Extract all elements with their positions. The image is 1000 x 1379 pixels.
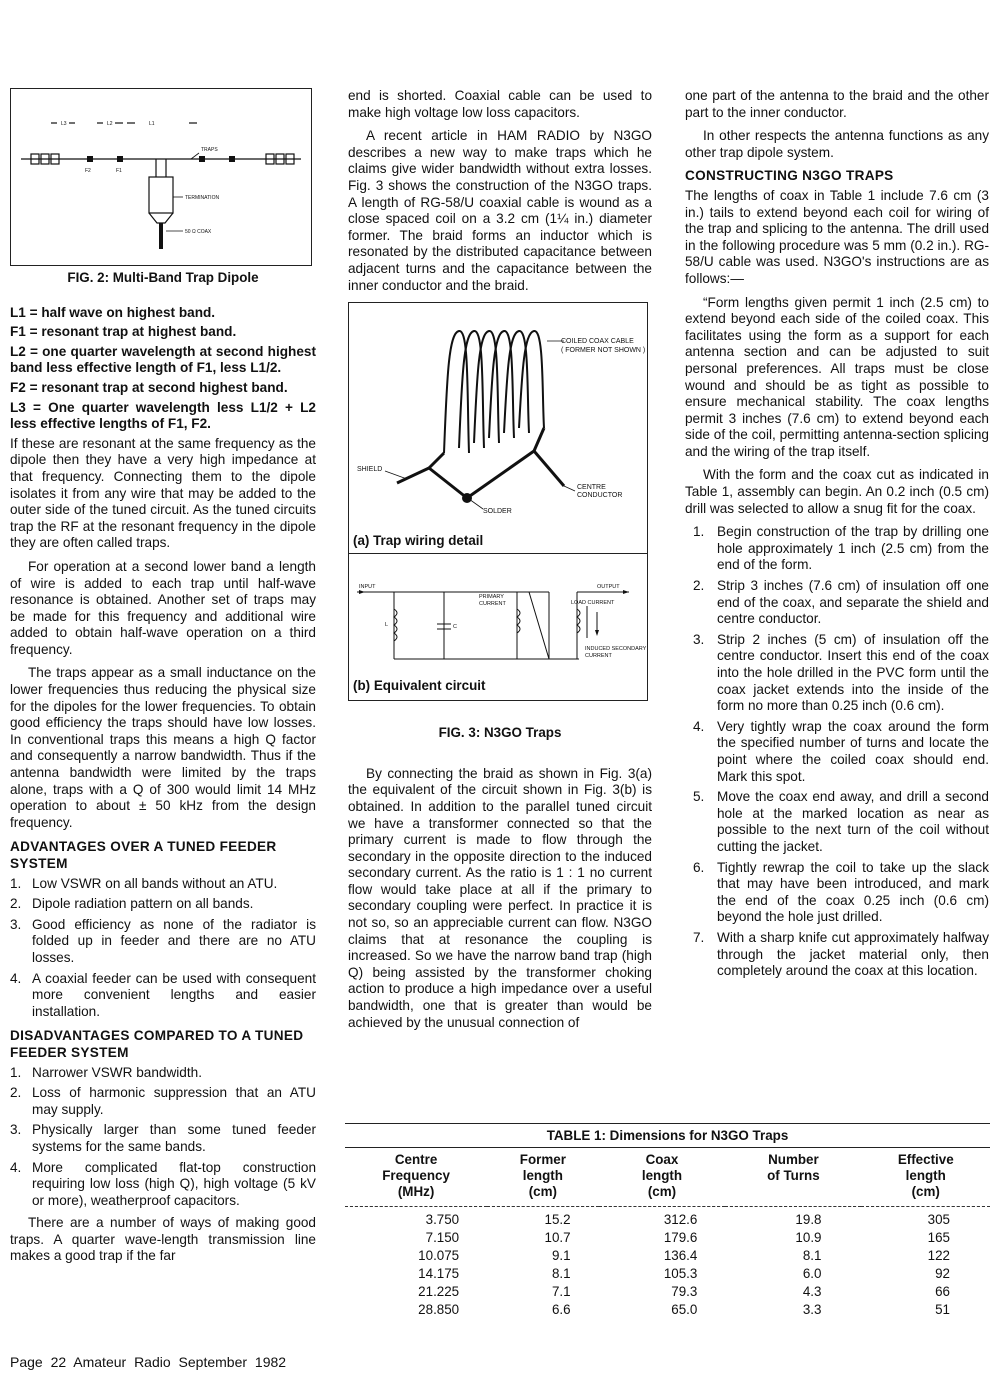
- paragraph: By connecting the braid as shown in Fig. 3(a) the equivalent of the circuit shown in Fig. 3(b) is obtained. In addition to the parallel tuned circuit we have a transformer connected so that the primary current is made to flow through the secondary in the opposite direction to the induced secondary current. As the ratio is 1 : 1 no current flow would take place at all if the primary to secondary coupling were perfect. In practice it is not so, so an appreciable current can flow. N3GO claims that at resonance the coupling is increased. So we have the narrow band trap (high Q) being assisted by the transformer choking action to produce a high impedance over a useful bandwidth, one that is greater than would be achieved by the unusual connection of: [348, 765, 652, 1030]
- list-item: 2. Strip 3 inches (7.6 cm) of insulation off one end of the coax, and separate the shield and centre conductor.: [693, 578, 989, 627]
- label-induced: INDUCED SECONDARY: [585, 646, 647, 653]
- definition-l3: L3 = One quarter wavelength less L1/2 + L2 less effective lengths of F1, F2.: [10, 399, 316, 432]
- paragraph: There are a number of ways of making good traps. A quarter wave-length transmission line makes a good trap if the far: [10, 1215, 316, 1264]
- table-row: 10.075 9.1 136.4 8.1 122: [418, 1248, 950, 1263]
- paragraph: A recent article in HAM RADIO by N3GO describes a new way to make traps which he claims give wider bandwidth without extra losses. Fig. 3 shows the construction of the N3GO traps. A length of RG-58/U coaxial cable is wound as a close spaced coil on a 3.2 cm (1¼ in.) diameter former. The braid forms an inductor which is resonated by the distributed capacitance between adjacent turns and the capacitance between the inner conductor and the braid.: [348, 128, 652, 293]
- column-header: Coax length (cm): [599, 1148, 726, 1207]
- column-header: Effective length (cm): [861, 1148, 990, 1207]
- steps-list: [685, 524, 989, 979]
- advantages-list: [10, 876, 316, 1021]
- definition-f1: F1 = resonant trap at highest band.: [10, 324, 237, 340]
- fig2-label-l3: L3: [61, 121, 67, 127]
- table-row: 3.750 15.2 312.6 19.8 305: [425, 1212, 950, 1227]
- paragraph: With the form and the coax cut as indicated in Table 1, assembly can begin. An 0.2 inch (0.5 cm) drill was selected to allow a snug fit for the coax.: [685, 467, 989, 516]
- list-item: 4. A coaxial feeder can be used with consequent more convenient lengths and easier installation.: [10, 970, 316, 1019]
- fig2-frame: [10, 88, 312, 266]
- definition-l1: L1 = half wave on highest band.: [10, 304, 216, 320]
- paragraph: If these are resonant at the same frequency as the dipole then they have a very high impedance at that frequency. Connecting them to the dipole isolates it from any wire that may be added to the outer side of the tuned circuit. As the tuned circuits trap the RF at the resonant frequency in the dipole they are often called traps.: [10, 435, 316, 551]
- label-induced-current: CURRENT: [585, 653, 612, 660]
- fig2-label-coax: 50 Ω COAX: [185, 229, 212, 235]
- label-output: OUTPUT: [597, 584, 620, 591]
- paragraph: “Form lengths given permit 1 inch (2.5 cm) to extend beyond each side of the coiled coax. This facilitates using the form as a support for each antenna section and can be adjusted to suit personal preferences. All traps must be close wound and should be as tight as possible to ensure mechanical stability. The coax lengths permit 3 inches (7.6 cm) to extend beyond each side of the coil, permitting antenna-section splicing and the wiring of the trap itself.: [685, 294, 989, 459]
- table-row: 14.175 8.1 105.3 6.0 92: [418, 1266, 950, 1281]
- table-header-row: [345, 1148, 990, 1207]
- column-2: [348, 88, 652, 1038]
- table-title: TABLE 1: Dimensions for N3GO Traps: [345, 1123, 990, 1148]
- column-header: Centre Frequency (MHz): [345, 1148, 487, 1207]
- definition-l2: L2 = one quarter wavelength at second highest band less effective length of F1, less L1/2.: [10, 343, 316, 376]
- fig2-diagram: [11, 89, 311, 265]
- heading-constructing: CONSTRUCTING N3GO TRAPS: [685, 168, 894, 184]
- list-item: 2. Loss of harmonic suppression that an ATU may supply.: [10, 1085, 316, 1117]
- label-input: INPUT: [359, 584, 376, 591]
- list-item: 1. Begin construction of the trap by drilling one hole approximately 1 inch (2.5 cm) from the end of the form.: [693, 524, 989, 573]
- label-conductor: CONDUCTOR: [577, 492, 623, 500]
- list-item: 4. Very tightly wrap the coax around the form the specified number of turns and locate the point where the coiled coax should end. Mark this spot.: [693, 718, 989, 784]
- label-c: C: [453, 624, 457, 631]
- fig2-label-traps: TRAPS: [201, 147, 218, 153]
- list-item: 1. Narrower VSWR bandwidth.: [10, 1064, 202, 1080]
- paragraph: For operation at a second lower band a length of wire is added to each trap until half-wave resonance is obtained. Another set of traps may be made for this frequency and additional wire added to obtain half-wave operation on a third frequency.: [10, 558, 316, 657]
- fig3a-frame: [348, 302, 648, 554]
- label-primary: PRIMARY: [479, 594, 504, 601]
- fig2-label-f2: F2: [85, 168, 91, 174]
- list-item: 3. Strip 2 inches (5 cm) of insulation off the centre conductor. Insert this end of the coax into the hole drilled in the PVC form until the coax jacket extends into the inside of the form no more than 0.25 inch (0.6 cm).: [693, 631, 989, 714]
- paragraph: one part of the antenna to the braid and the other part to the inner conductor.: [685, 88, 989, 120]
- column-header: Number of Turns: [725, 1148, 861, 1207]
- label-solder: SOLDER: [483, 508, 512, 516]
- list-item: 1. Low VSWR on all bands without an ATU.: [10, 875, 278, 891]
- label-centre: CENTRE: [577, 484, 606, 492]
- definitions: [10, 305, 316, 433]
- label-primary-current: CURRENT: [479, 601, 506, 608]
- fig2-label-f1: F1: [116, 168, 122, 174]
- list-item: 4. More complicated flat-top construction requiring low loss (high Q), high voltage (5 kV or more), weatherproof capacitors.: [10, 1159, 316, 1208]
- definition-f2: F2 = resonant trap at second highest band.: [10, 379, 288, 395]
- disadvantages-list: [10, 1065, 316, 1210]
- paragraph: In other respects the antenna functions as any other trap dipole system.: [685, 128, 989, 160]
- list-item: 3. Good efficiency as none of the radiator is folded up in feeder and there are no ATU losses.: [10, 916, 316, 965]
- label-former: ( FORMER NOT SHOWN ): [561, 347, 646, 355]
- fig3a-caption: (a) Trap wiring detail: [353, 533, 484, 549]
- table-row: 21.225 7.1 79.3 4.3 66: [418, 1284, 950, 1299]
- table-row: 7.150 10.7 179.6 10.9 165: [425, 1230, 950, 1245]
- paragraph: end is shorted. Coaxial cable can be used to make high voltage low loss capacitors.: [348, 88, 652, 120]
- equivalent-circuit-diagram: [349, 554, 647, 674]
- heading-advantages: ADVANTAGES OVER A TUNED FEEDER SYSTEM: [10, 839, 277, 871]
- list-item: 3. Physically larger than some tuned feeder systems for the same bands.: [10, 1122, 316, 1154]
- list-item: 5. Move the coax end away, and drill a second hole at the marked location as near as possible to the next turn of the coil without cutting the jacket.: [693, 789, 989, 854]
- column-1: [10, 88, 316, 1272]
- page-footer: Page 22 Amateur Radio September 1982: [10, 1354, 287, 1370]
- label-l: L: [385, 622, 389, 629]
- label-shield: SHIELD: [357, 466, 383, 474]
- trap-wiring-diagram: [349, 303, 647, 529]
- paragraph: The traps appear as a small inductance on the lower frequencies thus reducing the physical size for the dipoles for the lower frequencies. To obtain good efficiency the traps should have low losses. In conventional traps this means a high Q factor and consequently a narrow bandwidth. Thus if the antenna bandwidth were limited by the traps alone, traps with a Q of 300 would limit 14 MHz operation to about ± 50 kHz from the design frequency.: [10, 665, 316, 830]
- table-row: 28.850 6.6 65.0 3.3 51: [418, 1302, 950, 1317]
- label-coiled-coax: COILED COAX CABLE: [561, 338, 634, 346]
- heading-disadvantages: DISADVANTAGES COMPARED TO A TUNED FEEDER SYSTEM: [10, 1028, 304, 1060]
- fig3-caption: FIG. 3: N3GO Traps: [438, 725, 562, 741]
- list-item: 2. Dipole radiation pattern on all bands.: [10, 896, 254, 912]
- list-item: 7. With a sharp knife cut approximately halfway through the jacket material only, then completely around the coax at this location.: [693, 929, 989, 979]
- list-item: 6. Tightly rewrap the coil to take up the slack that may have been introduced, and mark the end of the coax 0.25 inch (0.6 cm) beyond the hole just drilled.: [693, 859, 989, 925]
- fig2-caption: FIG. 2: Multi-Band Trap Dipole: [67, 270, 259, 285]
- column-header: Former length (cm): [487, 1148, 598, 1207]
- label-load-current: LOAD CURRENT: [571, 600, 615, 607]
- fig2-label-termination: TERMINATION: [185, 195, 220, 201]
- column-3: [685, 88, 989, 986]
- fig2-label-l2: L2: [107, 121, 113, 127]
- dimensions-table: [345, 1123, 990, 1319]
- fig3b-caption: (b) Equivalent circuit: [353, 678, 486, 694]
- fig3b-frame: [348, 554, 648, 701]
- fig2-label-l1: L1: [149, 121, 155, 127]
- paragraph: The lengths of coax in Table 1 include 7.6 cm (3 in.) tails to extend beyond each coil for wiring of the trap and splicing to the antenna. The drill used in the following procedure was 5 mm (0.2 in.). RG-58/U cable was used. N3GO's instructions are as follows:—: [685, 187, 989, 286]
